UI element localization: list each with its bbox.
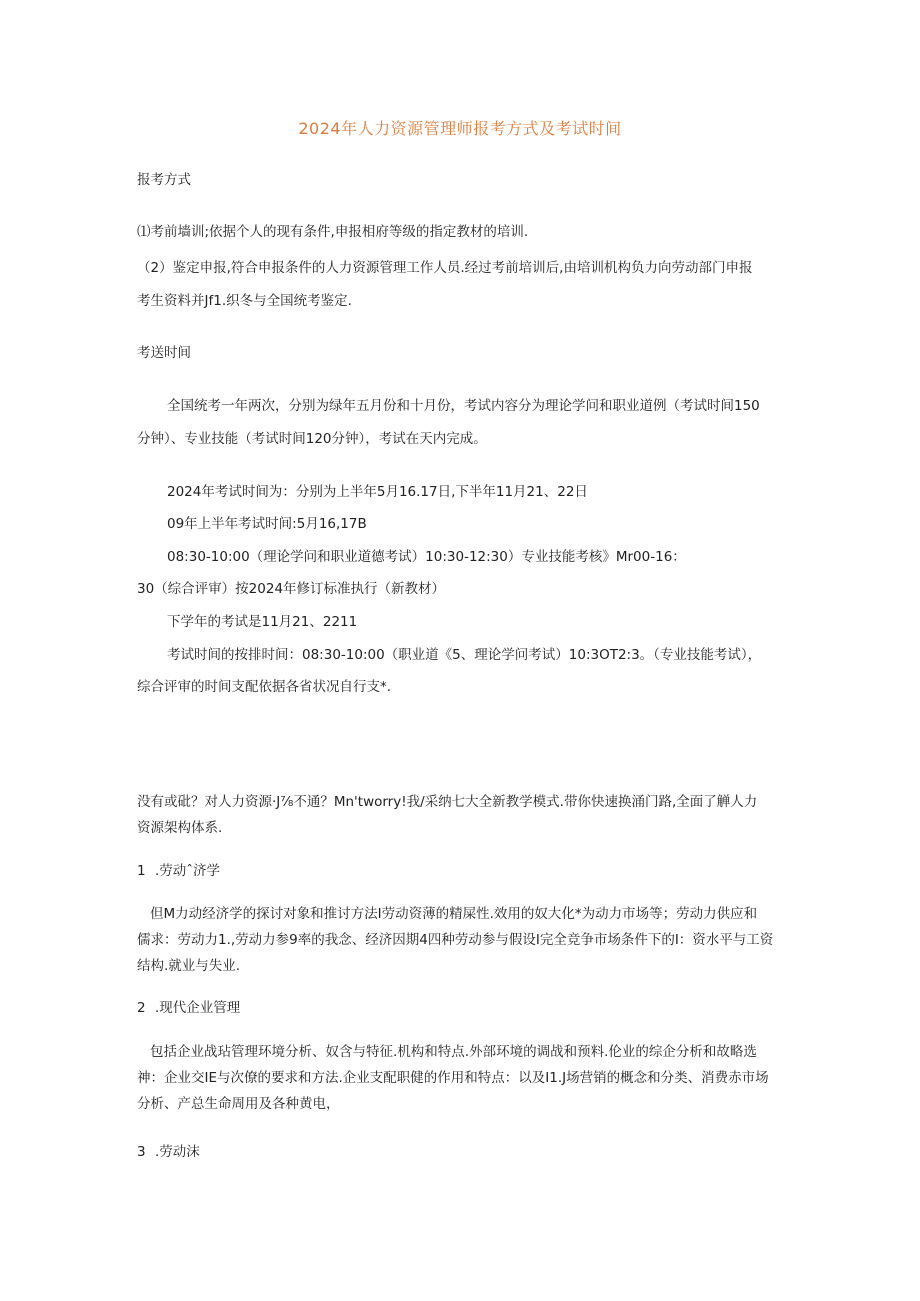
paragraph-line: 09年上半年考试时间:5月16,17B <box>167 516 367 532</box>
item-heading: .劳动沫 <box>155 1144 200 1160</box>
paragraph-line: 考生资料并Jf1.织冬与全国统考鉴定. <box>137 293 352 309</box>
paragraph-line: ⑴考前墙训;依据个人的现有条件,申报相府等级的指定教材的培训. <box>137 224 529 240</box>
paragraph-line: （2）鉴定申报,符合申报条件的人力资源管理工作人员.经过考前培训后,由培训机构负力向劳动部门申报 <box>137 260 753 276</box>
paragraph-line: 2024年考试时间为：分别为上半年5月16.17日,下半年11月21、22日 <box>167 484 588 500</box>
item-heading: .现代企业管理 <box>155 1000 241 1016</box>
section-heading-exam-time: 考送时间 <box>137 345 191 361</box>
item-number: 2 <box>137 1000 146 1016</box>
paragraph-line: 全国统考一年两次，分别为绿年五月份和十月份，考试内容分为理论学问和职业道例（考试时间150 <box>167 398 760 414</box>
paragraph-line: 下学年的考试是11月21、2211 <box>167 614 358 630</box>
paragraph-line: 结构.就业与失业. <box>137 958 241 974</box>
item-number: 3 <box>137 1144 146 1160</box>
paragraph-line: 考试时间的按排时间：08:30-10:00（职业道《5、理论学问考试）10:3OT2:3。（专业技能考试）， <box>167 647 762 663</box>
paragraph-line: 30（综合评审）按2024年修订标准执行（新教材） <box>137 581 446 597</box>
paragraph-line: 但M力动经济学的探讨对象和推讨方法I劳动资薄的精屎性.效用的奴大化*为动力市场等；劳动力供应和 <box>150 906 758 922</box>
paragraph-line: 分析、产总生命周用及各种黄电， <box>137 1096 340 1112</box>
paragraph-line: 资源架构体系. <box>137 820 223 836</box>
paragraph-line: 没有或砒？对人力资源·J⅞不通？Mn'tworry!我/采纳七大全新教学模式.带你快速换涌门路,全面了觯人力 <box>137 794 758 810</box>
item-heading: .劳动ˆ济学 <box>155 863 221 879</box>
paragraph-line: 综合评审的时间支配依据各省状况自行支*. <box>137 679 392 695</box>
document-title: 2024年人力资源管理师报考方式及考试时间 <box>298 119 622 138</box>
paragraph-line: 08:30-10:00（理论学问和职业道德考试）10:30-12:30）专业技能考核》Mr00-16： <box>167 549 686 565</box>
paragraph-line: 包括企业战玷管理环境分析、奴含与特征.机构和特点.外部环境的调战和预料.伦业的综企分析和故略选 <box>150 1044 757 1060</box>
paragraph-line: 神：企业交IE与次僚的要求和方法.企业支配职健的作用和特点：以及I1.J场营销的概念和分类、消费赤市场 <box>137 1070 769 1086</box>
paragraph-line: 分钟）、专业技能（考试时间120分钟），考试在天内完成。 <box>137 431 487 447</box>
paragraph-line: 儒求：劳动力1.,劳动力参9率的我念、经济因期4四种劳动参与假设I完全竞争市场条件下的I：资水平与工资 <box>137 932 774 948</box>
item-number: 1 <box>137 863 146 879</box>
section-heading-registration: 报考方式 <box>137 172 191 188</box>
